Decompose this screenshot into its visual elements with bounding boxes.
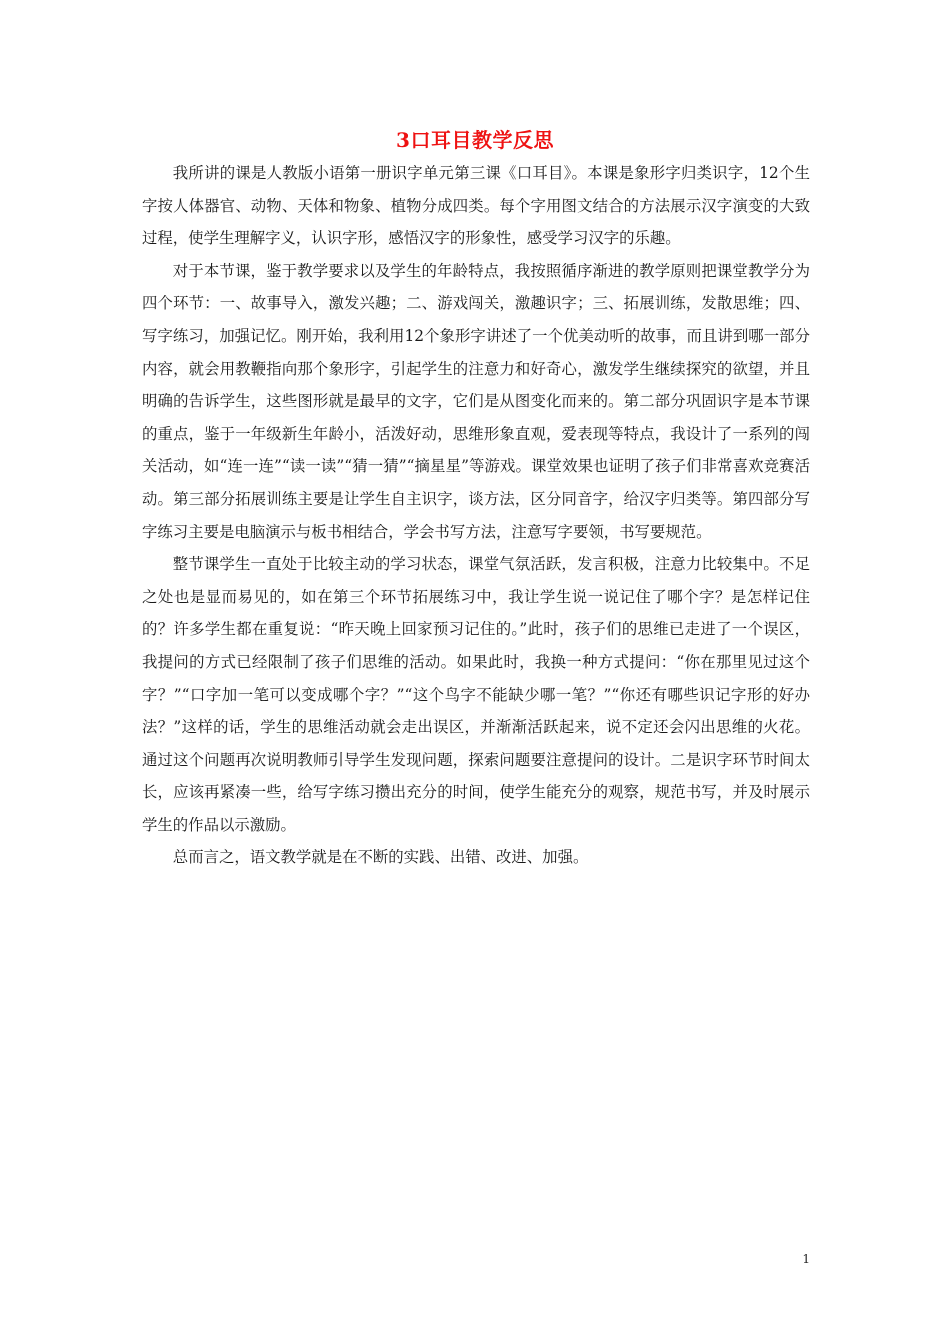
paragraph-conclusion: 总而言之，语文教学就是在不断的实践、出错、改进、加强。 [172,848,589,867]
paragraph-lesson-design: 对于本节课，鉴于教学要求以及学生的年龄特点，我按照循序渐进的教学原则把课堂教学分为四个环节：一、故事导入，激发兴趣；二、游戏闯关，激趣识字；三、拓展训练，发散思维；四、写字练习，加强记忆。刚开始，我利用12个象形字讲述了一个优美动听的故事，而且讲到哪一部分内容，就会用教鞭指向那个象形字，引起学生的注意力和好奇心，激发学生继续探究的欲望，并且明确的告诉学生，这些图形就是最早的文字，它们是从图变化而来的。第二部分巩固识字是本节课的重点，鉴于一年级新生年龄小，活泼好动，思维形象直观，爱表现等特点，我设计了一系列的闯关活动，如“连一连”“读一读”“猜一猜”“摘星星”等游戏。课堂效果也证明了孩子们非常喜欢竞赛活动。第三部分拓展训练主要是让学生自主识字，谈方法，区分同音字，给汉字归类等。第四部分写字练习主要是电脑演示与板书相结合，学会书写方法，注意写字要领，书写要规范。 [142,261,810,541]
page-number: 1 [802,1252,810,1266]
document-title: 3口耳目教学反思 [396,128,554,152]
document-body [142,157,810,874]
paragraph-intro: 我所讲的课是人教版小语第一册识字单元第三课《口耳目》。本课是象形字归类识字，12个生字按人体器官、动物、天体和物象、植物分成四类。每个字用图文结合的方法展示汉字演变的大致过程，使学生理解字义，认识字形，感悟汉字的形象性，感受学习汉字的乐趣。 [142,164,810,248]
paragraph-reflection: 整节课学生一直处于比较主动的学习状态，课堂气氛活跃，发言积极，注意力比较集中。不足之处也是显而易见的，如在第三个环节拓展练习中，我让学生说一说记住了哪个字？是怎样记住的？许多学生都在重复说：“昨天晚上回家预习记住的。”此时，孩子们的思维已走进了一个误区，我提问的方式已经限制了孩子们思维的活动。如果此时，我换一种方式提问：“你在那里见过这个字？”“口字加一笔可以变成哪个字？”“这个鸟字不能缺少哪一笔？”“你还有哪些识记字形的好办法？”这样的话，学生的思维活动就会走出误区，并渐渐活跃起来，说不定还会闪出思维的火花。通过这个问题再次说明教师引导学生发现问题，探索问题要注意提问的设计。二是识字环节时间太长，应该再紧凑一些，给写字练习攒出充分的时间，使学生能充分的观察，规范书写，并及时展示学生的作品以示激励。 [142,555,810,834]
